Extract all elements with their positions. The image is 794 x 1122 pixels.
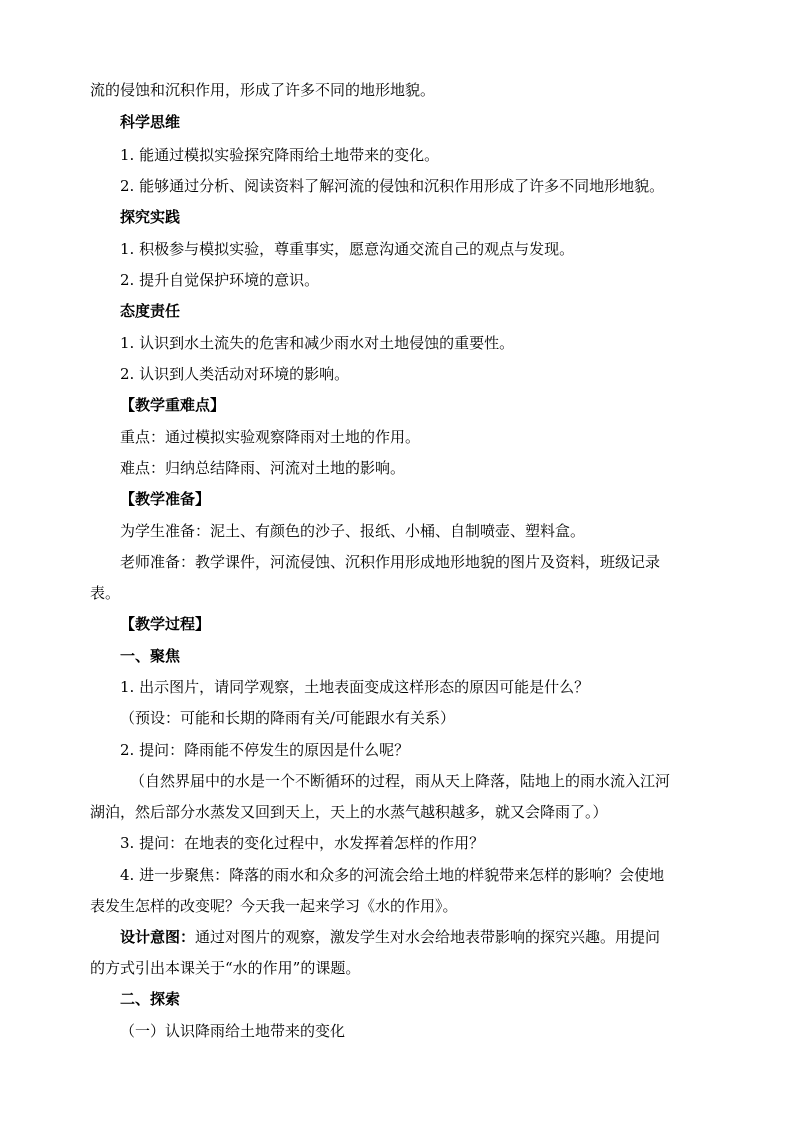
paragraph: 为学生准备：泥土、有颜色的沙子、报纸、小桶、自制喷壶、塑料盒。 (120, 522, 586, 540)
subsection-title: （一）认识降雨给土地带来的变化 (120, 1022, 346, 1040)
list-item: 4. 进一步聚焦：降落的雨水和众多的河流会给土地的样貌带来怎样的影响？会使地 (120, 866, 665, 884)
paragraph-continuation: 表。 (90, 584, 121, 602)
paragraph-note: （自然界届中的水是一个不断循环的过程，雨从天上降落，陆地上的雨水流入江河 (130, 772, 671, 790)
section-heading-teaching-process: 【教学过程】 (120, 615, 211, 633)
list-item: 2. 提升自觉保护环境的意识。 (120, 271, 320, 289)
list-item: 1. 能通过模拟实验探究降雨给土地带来的变化。 (120, 146, 440, 164)
section-heading-scientific-thinking: 科学思维 (120, 113, 181, 131)
subsection-heading-focus: 一、聚焦 (120, 647, 181, 665)
paragraph: 重点：通过模拟实验观察降雨对土地的作用。 (120, 428, 421, 446)
paragraph-continuation: 的方式引出本课关于“水的作用”的课题。 (90, 959, 361, 977)
list-item: 2. 能够通过分析、阅读资料了解河流的侵蚀和沉积作用形成了许多不同地形地貌。 (120, 177, 665, 195)
section-heading-attitude-responsibility: 态度责任 (120, 302, 181, 320)
paragraph-continuation: 流的侵蚀和沉积作用，形成了许多不同的地形地貌。 (90, 81, 436, 99)
subsection-heading-explore: 二、探索 (120, 990, 181, 1008)
list-item: 2. 提问：降雨能不停发生的原因是什么呢？ (120, 741, 410, 759)
list-item: 1. 出示图片，请同学观察，土地表面变成这样形态的原因可能是什么？ (120, 678, 590, 696)
section-heading-inquiry-practice: 探究实践 (120, 208, 181, 226)
list-item: 3. 提问：在地表的变化过程中，水发挥着怎样的作用？ (120, 834, 485, 852)
section-heading-key-difficulties: 【教学重难点】 (120, 396, 226, 414)
design-intent-paragraph (120, 928, 710, 946)
paragraph-continuation: 湖泊，然后部分水蒸发又回到天上，天上的水蒸气越积越多，就又会降雨了。） (90, 803, 608, 821)
paragraph-continuation: 表发生怎样的改变呢？今天我一起来学习《水的作用》。 (90, 897, 458, 915)
list-item: 1. 认识到水土流失的危害和减少雨水对土地侵蚀的重要性。 (120, 334, 515, 352)
list-item: 2. 认识到人类活动对环境的影响。 (120, 365, 350, 383)
design-intent-text: 通过对图片的观察，激发学生对水会给地表带影响的探究兴趣。用提问 (195, 928, 661, 946)
paragraph: 老师准备：教学课件，河流侵蚀、沉积作用形成地形地貌的图片及资料，班级记录 (120, 553, 661, 571)
paragraph: 难点：归纳总结降雨、河流对土地的影响。 (120, 459, 406, 477)
design-intent-label: 设计意图： (120, 928, 196, 946)
list-item: 1. 积极参与模拟实验，尊重事实，愿意沟通交流自己的观点与发现。 (120, 240, 575, 258)
section-heading-preparation: 【教学准备】 (120, 490, 211, 508)
paragraph-note: （预设：可能和长期的降雨有关/可能跟水有关系） (120, 709, 456, 727)
